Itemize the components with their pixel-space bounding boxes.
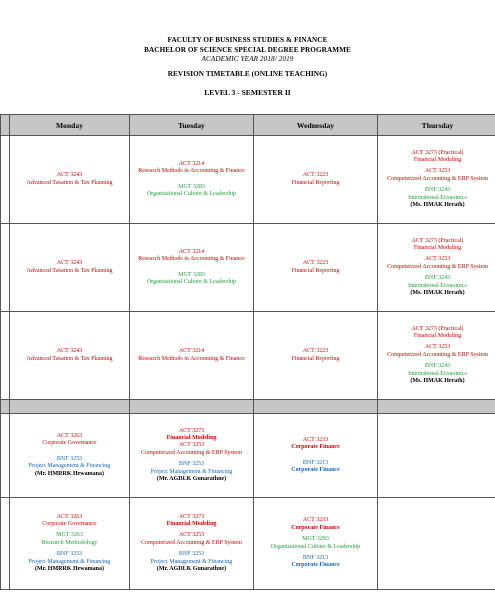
timetable-cell <box>254 312 378 400</box>
timetable-table <box>0 114 495 590</box>
timetable-cell <box>254 224 378 312</box>
programme-title: BACHELOR OF SCIENCE SPECIAL DEGREE PROGRAMME <box>144 45 351 54</box>
course-title: Advanced Taxation & Tax Planning <box>26 355 113 362</box>
course-code: ACT 3223 <box>302 172 329 179</box>
course-title: Computerized Accounting & ERP System <box>141 449 242 456</box>
timetable-cell <box>10 414 130 498</box>
table-row <box>1 136 495 224</box>
course-code: BNF 3213 <box>302 459 329 466</box>
header-stub <box>1 115 10 136</box>
row-stub <box>1 136 10 224</box>
course-code: ACT 3253 <box>178 532 205 539</box>
course-title: Project Management & Financing <box>28 558 111 565</box>
day-header-monday: Monday <box>10 115 130 136</box>
course-code: BNF 3243 <box>424 187 451 194</box>
course-title: Corporate Finance <box>291 444 340 451</box>
lecturer-name: (Mr. AGDLK Gunarathne) <box>156 566 227 573</box>
separator-row <box>1 400 495 414</box>
course-title: International Economics <box>408 282 467 289</box>
lecturer-name: (Ms. HMAK Herath) <box>410 378 465 385</box>
course-title: Corporate Governance <box>42 440 97 447</box>
timetable-cell <box>378 136 495 224</box>
course-title: Financial Modeling <box>166 520 217 527</box>
course-code: BNF 3243 <box>424 275 451 282</box>
course-title: Research Methodology <box>41 539 98 546</box>
course-code: ACT 3273 (Practical) <box>411 149 464 156</box>
course-title: Financial Modeling <box>413 332 462 339</box>
course-code: ACT 3273 <box>178 513 205 520</box>
timetable-cell <box>254 136 378 224</box>
course-code: ACT 3273 (Practical) <box>411 325 464 332</box>
lecturer-name: (Mr. HMRRK Hewamana) <box>35 566 104 573</box>
course-title: Corporate Finance <box>291 466 340 473</box>
separator-cell <box>254 400 378 414</box>
course-title: Organizational Culture & Leadership <box>146 190 237 197</box>
course-title: International Economics <box>408 370 467 377</box>
course-title: Computerized Accounting & ERP System <box>387 351 488 358</box>
course-title: Computerized Accounting & ERP System <box>141 539 242 546</box>
course-code: MGT 3283 <box>178 271 205 278</box>
course-title: Project Management & Financing <box>150 558 233 565</box>
course-code: MGT 3283 <box>302 536 329 543</box>
course-title: Research Methods in Accounting & Finance <box>138 168 245 175</box>
course-code: ACT 3223 <box>302 260 329 267</box>
course-title: Project Management & Financing <box>28 463 111 470</box>
course-code: BNF 3253 <box>178 461 205 468</box>
course-code: ACT 3263 <box>56 513 83 520</box>
row-stub <box>1 498 10 590</box>
academic-year: ACADEMIC YEAR 2018/ 2019 <box>201 55 294 63</box>
timetable-header <box>0 0 495 97</box>
timetable-cell <box>130 312 254 400</box>
course-title: Corporate Governance <box>42 520 97 527</box>
course-code: ACT 3253 <box>424 256 451 263</box>
course-code: BNF 3253 <box>56 455 83 462</box>
timetable-cell <box>130 136 254 224</box>
table-row <box>1 498 495 590</box>
faculty-title: FACULTY OF BUSINESS STUDIES & FINANCE <box>167 36 328 44</box>
timetable-title: REVISION TIMETABLE (ONLINE TEACHING) <box>167 69 328 78</box>
timetable-cell <box>378 312 495 400</box>
timetable-cell <box>10 136 130 224</box>
lecturer-name: (Mr. AGDLK Gunarathne) <box>156 476 227 483</box>
course-code: ACT 3253 <box>424 344 451 351</box>
lecturer-name: (Ms. HMAK Herath) <box>410 290 465 297</box>
timetable-cell <box>10 224 130 312</box>
course-code: ACT 3243 <box>56 260 83 267</box>
separator-cell <box>1 400 10 414</box>
course-title: Financial Modeling <box>413 156 462 163</box>
course-title: Financial Reporting <box>291 267 340 274</box>
course-code: ACT 3253 <box>178 442 205 449</box>
course-title: Financial Reporting <box>291 355 340 362</box>
timetable-cell <box>378 498 495 590</box>
level-title: LEVEL 3 - SEMESTER II <box>204 88 291 97</box>
course-code: ACT 3243 <box>56 348 83 355</box>
row-stub <box>1 312 10 400</box>
timetable-cell <box>10 498 130 590</box>
table-row <box>1 224 495 312</box>
course-code: MGT 3283 <box>178 183 205 190</box>
course-code: BNF 3253 <box>56 551 83 558</box>
table-row <box>1 414 495 498</box>
course-code: BNF 3243 <box>424 363 451 370</box>
course-code: ACT 3273 (Practical) <box>411 237 464 244</box>
separator-cell <box>378 400 495 414</box>
course-title: International Economics <box>408 194 467 201</box>
row-stub <box>1 414 10 498</box>
timetable-cell <box>254 414 378 498</box>
course-title: Computerized Accounting & ERP System <box>387 175 488 182</box>
lecturer-name: (Ms. HMAK Herath) <box>410 202 465 209</box>
table-header-row <box>1 115 495 136</box>
timetable-cell <box>378 414 495 498</box>
day-header-tuesday: Tuesday <box>130 115 254 136</box>
timetable-cell <box>10 312 130 400</box>
course-title: Financial Modeling <box>166 434 217 441</box>
course-title: Financial Modeling <box>413 244 462 251</box>
lecturer-name: (Mr. HMRRK Hewamana) <box>35 470 104 477</box>
course-code: ACT 3214 <box>178 348 205 355</box>
course-title: Corporate Finance <box>291 524 340 531</box>
course-title: Organizational Culture & Leadership <box>270 543 361 550</box>
course-title: Project Management & Financing <box>150 468 233 475</box>
course-code: ACT 3214 <box>178 248 205 255</box>
course-title: Advanced Taxation & Tax Planning <box>26 179 113 186</box>
separator-cell <box>130 400 254 414</box>
course-code: BNF 3213 <box>302 554 329 561</box>
course-code: ACT 3214 <box>178 160 205 167</box>
course-code: ACT 3263 <box>56 432 83 439</box>
timetable-cell <box>254 498 378 590</box>
course-code: ACT 3223 <box>302 348 329 355</box>
row-stub <box>1 224 10 312</box>
separator-cell <box>10 400 130 414</box>
day-header-wednesday: Wednesday <box>254 115 378 136</box>
course-code: ACT 3233 <box>302 436 329 443</box>
timetable-cell <box>378 224 495 312</box>
table-row <box>1 312 495 400</box>
course-title: Corporate Finance <box>291 562 340 569</box>
course-title: Organizational Culture & Leadership <box>146 278 237 285</box>
course-title: Research Methods in Accounting & Finance <box>138 256 245 263</box>
timetable-cell <box>130 414 254 498</box>
course-title: Computerized Accounting & ERP System <box>387 263 488 270</box>
course-title: Financial Reporting <box>291 179 340 186</box>
timetable-cell <box>130 224 254 312</box>
course-code: ACT 3233 <box>302 517 329 524</box>
course-code: BNF 3253 <box>178 551 205 558</box>
course-code: MGT 3263 <box>56 532 83 539</box>
course-code: ACT 3243 <box>56 172 83 179</box>
course-code: ACT 3273 <box>178 427 205 434</box>
course-code: ACT 3253 <box>424 168 451 175</box>
day-header-thursday: Thursday <box>378 115 495 136</box>
course-title: Advanced Taxation & Tax Planning <box>26 267 113 274</box>
timetable-cell <box>130 498 254 590</box>
course-title: Research Methods in Accounting & Finance <box>138 355 245 362</box>
